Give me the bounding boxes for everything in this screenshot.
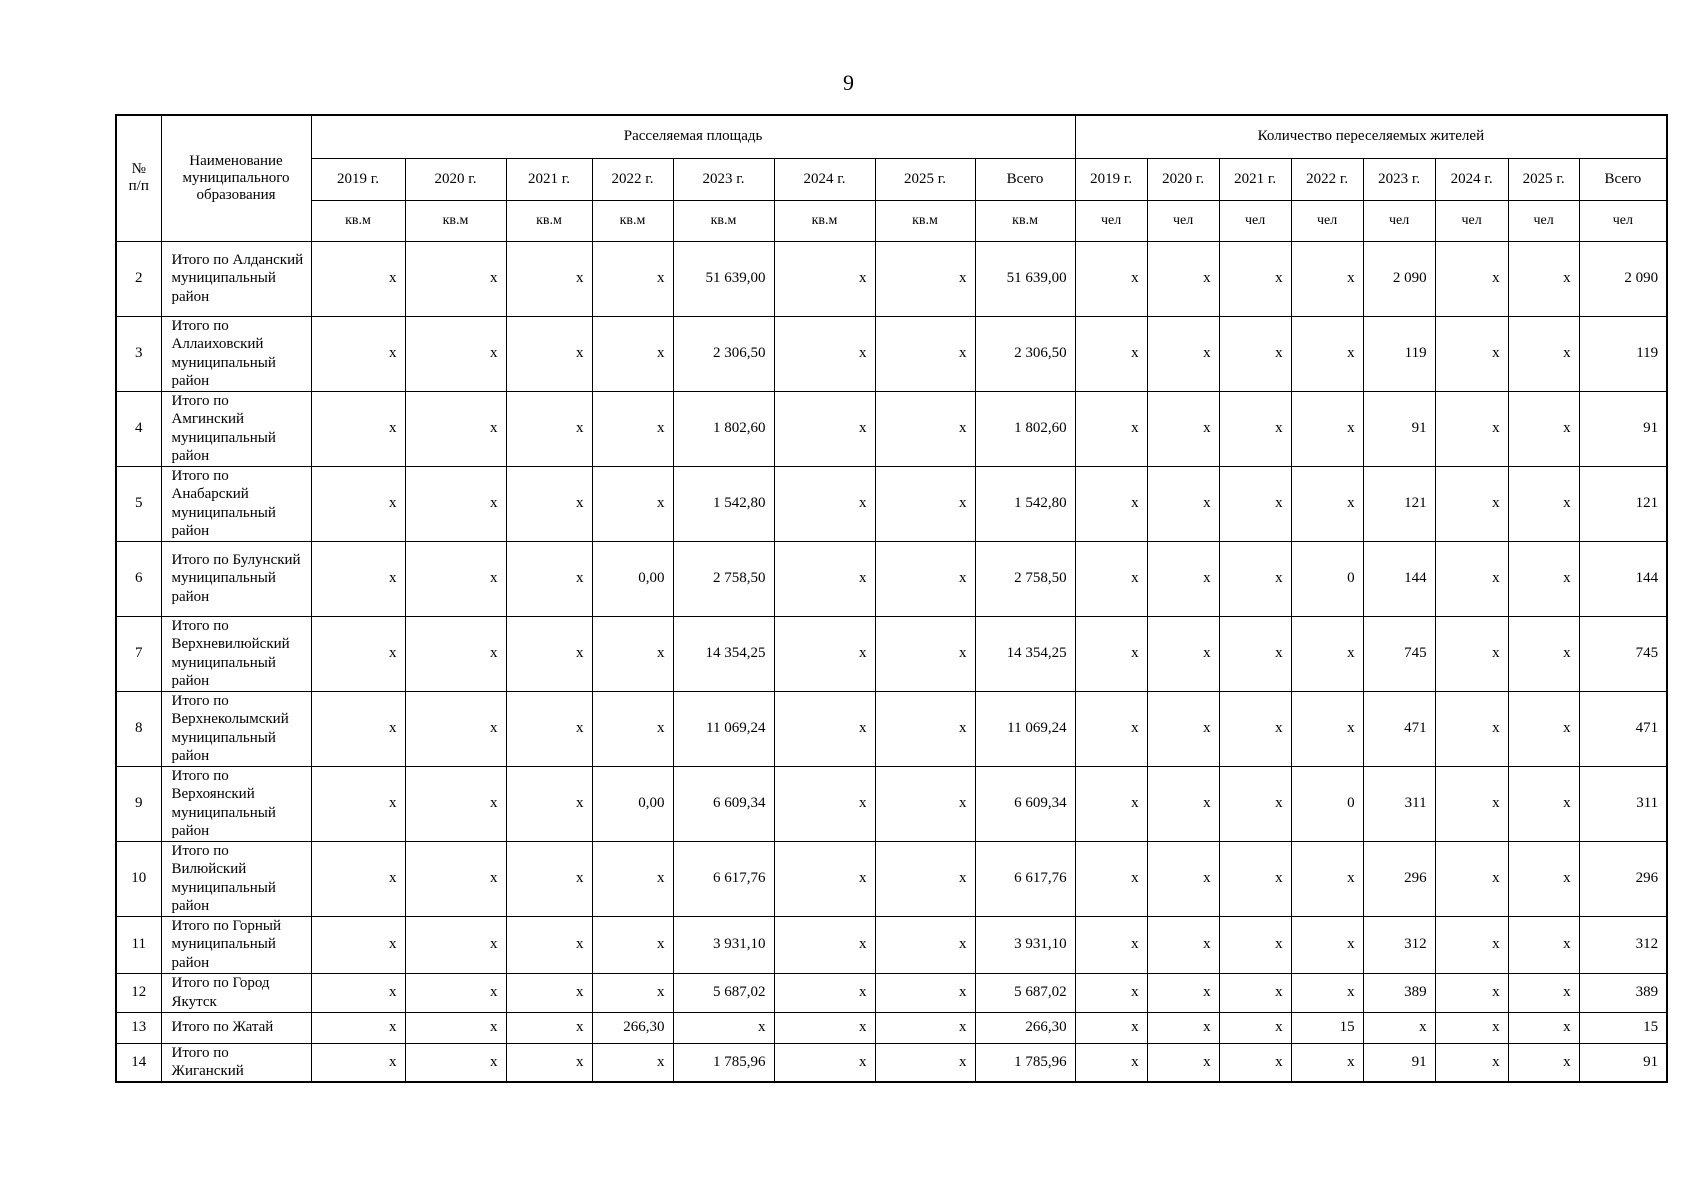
cell-people: x [1147, 391, 1219, 466]
header-year-people: 2024 г. [1435, 158, 1508, 200]
cell-area: x [506, 841, 592, 916]
cell-people: x [1219, 691, 1291, 766]
cell-people: x [1219, 1043, 1291, 1082]
cell-people: x [1075, 541, 1147, 616]
header-name: Наименование муниципального образования [161, 115, 311, 241]
cell-people: 119 [1579, 316, 1667, 391]
cell-area: x [506, 466, 592, 541]
row-municipality-name: Итого по Амгинский муниципальный район [161, 391, 311, 466]
row-municipality-name: Итого по Булунский муниципальный район [161, 541, 311, 616]
cell-area: x [506, 1012, 592, 1043]
cell-area: x [506, 391, 592, 466]
cell-people: 2 090 [1363, 241, 1435, 316]
cell-area: 14 354,25 [673, 616, 774, 691]
cell-people: 91 [1363, 391, 1435, 466]
cell-area: x [311, 691, 405, 766]
resettlement-table [115, 114, 1668, 1083]
cell-people: x [1435, 973, 1508, 1012]
cell-area: x [405, 466, 506, 541]
cell-people: 144 [1579, 541, 1667, 616]
cell-area: 6 617,76 [673, 841, 774, 916]
cell-area: x [875, 616, 975, 691]
cell-area: x [875, 1012, 975, 1043]
cell-area: 1 785,96 [975, 1043, 1075, 1082]
header-unit-people: чел [1579, 200, 1667, 241]
cell-people: 91 [1363, 1043, 1435, 1082]
cell-area: 51 639,00 [673, 241, 774, 316]
cell-area: 0,00 [592, 541, 673, 616]
cell-people: x [1435, 1043, 1508, 1082]
cell-people: x [1147, 916, 1219, 973]
row-municipality-name: Итого по Верхневилюйский муниципальный район [161, 616, 311, 691]
cell-area: x [875, 241, 975, 316]
cell-people: 389 [1579, 973, 1667, 1012]
cell-people: x [1435, 1012, 1508, 1043]
cell-area: x [506, 766, 592, 841]
header-people-group: Количество переселяемых жителей [1075, 115, 1667, 158]
cell-area: x [774, 466, 875, 541]
cell-area: 2 758,50 [975, 541, 1075, 616]
header-unit-people: чел [1508, 200, 1579, 241]
cell-people: x [1075, 691, 1147, 766]
cell-people: x [1219, 466, 1291, 541]
cell-area: x [405, 691, 506, 766]
cell-area: 266,30 [592, 1012, 673, 1043]
row-municipality-name: Итого по Алданский муниципальный район [161, 241, 311, 316]
row-municipality-name: Итого по Горный муниципальный район [161, 916, 311, 973]
cell-people: x [1219, 316, 1291, 391]
cell-area: 2 306,50 [673, 316, 774, 391]
cell-area: x [774, 973, 875, 1012]
cell-people: 91 [1579, 1043, 1667, 1082]
cell-people: x [1291, 841, 1363, 916]
cell-area: 6 609,34 [975, 766, 1075, 841]
row-municipality-name: Итого по Анабарский муниципальный район [161, 466, 311, 541]
cell-people: 296 [1579, 841, 1667, 916]
cell-people: x [1147, 841, 1219, 916]
cell-area: x [592, 1043, 673, 1082]
cell-people: x [1219, 616, 1291, 691]
header-unit-people: чел [1075, 200, 1147, 241]
table-row [116, 1012, 1667, 1043]
header-year-area: Всего [975, 158, 1075, 200]
header-year-area: 2025 г. [875, 158, 975, 200]
header-unit-area: кв.м [774, 200, 875, 241]
cell-people: x [1508, 841, 1579, 916]
header-unit-area: кв.м [673, 200, 774, 241]
cell-people: x [1075, 616, 1147, 691]
cell-people: x [1508, 541, 1579, 616]
cell-area: x [875, 466, 975, 541]
cell-area: x [506, 691, 592, 766]
cell-area: x [875, 973, 975, 1012]
row-number: 5 [116, 466, 161, 541]
cell-people: x [1075, 1043, 1147, 1082]
cell-people: x [1147, 691, 1219, 766]
header-unit-people: чел [1435, 200, 1508, 241]
cell-area: 5 687,02 [975, 973, 1075, 1012]
cell-area: x [774, 841, 875, 916]
cell-area: x [875, 916, 975, 973]
table-row [116, 466, 1667, 541]
cell-people: x [1435, 766, 1508, 841]
row-municipality-name: Итого по Верхнеколымский муниципальный район [161, 691, 311, 766]
cell-area: x [592, 973, 673, 1012]
header-num: № п/п [116, 115, 161, 241]
cell-people: 471 [1363, 691, 1435, 766]
cell-people: x [1147, 1012, 1219, 1043]
cell-people: x [1291, 391, 1363, 466]
cell-area: 6 617,76 [975, 841, 1075, 916]
cell-people: x [1075, 391, 1147, 466]
cell-area: x [875, 316, 975, 391]
row-municipality-name: Итого по Жиганский [161, 1043, 311, 1082]
cell-area: x [311, 241, 405, 316]
table-row [116, 541, 1667, 616]
cell-people: 0 [1291, 541, 1363, 616]
cell-people: x [1508, 466, 1579, 541]
cell-people: x [1219, 241, 1291, 316]
cell-people: x [1219, 541, 1291, 616]
table-row [116, 616, 1667, 691]
cell-people: x [1219, 391, 1291, 466]
cell-area: x [405, 973, 506, 1012]
cell-area: x [774, 1012, 875, 1043]
cell-area: x [506, 241, 592, 316]
cell-people: x [1075, 841, 1147, 916]
row-number: 13 [116, 1012, 161, 1043]
cell-people: x [1291, 916, 1363, 973]
cell-people: x [1435, 541, 1508, 616]
header-unit-people: чел [1147, 200, 1219, 241]
cell-people: x [1435, 391, 1508, 466]
cell-area: x [311, 973, 405, 1012]
cell-people: x [1363, 1012, 1435, 1043]
cell-area: x [405, 541, 506, 616]
cell-area: x [311, 391, 405, 466]
cell-area: x [774, 241, 875, 316]
cell-people: 471 [1579, 691, 1667, 766]
cell-area: x [774, 916, 875, 973]
cell-area: x [311, 616, 405, 691]
header-unit-area: кв.м [592, 200, 673, 241]
row-number: 10 [116, 841, 161, 916]
row-municipality-name: Итого по Аллаиховский муниципальный район [161, 316, 311, 391]
cell-people: x [1508, 691, 1579, 766]
cell-area: 1 542,80 [673, 466, 774, 541]
cell-people: x [1291, 973, 1363, 1012]
cell-people: x [1435, 691, 1508, 766]
cell-area: x [592, 841, 673, 916]
cell-people: x [1508, 1012, 1579, 1043]
cell-people: 0 [1291, 766, 1363, 841]
cell-area: 2 306,50 [975, 316, 1075, 391]
cell-people: x [1219, 916, 1291, 973]
row-number: 14 [116, 1043, 161, 1082]
cell-area: x [774, 691, 875, 766]
cell-area: x [311, 916, 405, 973]
row-municipality-name: Итого по Жатай [161, 1012, 311, 1043]
row-number: 3 [116, 316, 161, 391]
cell-area: x [405, 1012, 506, 1043]
header-year-area: 2024 г. [774, 158, 875, 200]
cell-people: 296 [1363, 841, 1435, 916]
cell-people: x [1075, 466, 1147, 541]
cell-people: x [1147, 316, 1219, 391]
header-year-area: 2019 г. [311, 158, 405, 200]
cell-people: x [1291, 241, 1363, 316]
cell-people: x [1508, 241, 1579, 316]
cell-area: x [405, 241, 506, 316]
cell-area: 3 931,10 [673, 916, 774, 973]
cell-people: 2 090 [1579, 241, 1667, 316]
row-number: 4 [116, 391, 161, 466]
cell-people: 312 [1363, 916, 1435, 973]
cell-area: x [311, 841, 405, 916]
cell-area: 5 687,02 [673, 973, 774, 1012]
cell-area: x [592, 616, 673, 691]
header-year-people: 2022 г. [1291, 158, 1363, 200]
row-number: 8 [116, 691, 161, 766]
cell-people: x [1075, 766, 1147, 841]
cell-area: x [311, 1043, 405, 1082]
row-number: 2 [116, 241, 161, 316]
row-municipality-name: Итого по Город Якутск [161, 973, 311, 1012]
cell-area: 6 609,34 [673, 766, 774, 841]
header-year-people: 2023 г. [1363, 158, 1435, 200]
table-row [116, 691, 1667, 766]
cell-area: x [875, 841, 975, 916]
cell-people: x [1147, 466, 1219, 541]
header-year-people: 2025 г. [1508, 158, 1579, 200]
row-number: 9 [116, 766, 161, 841]
header-area-group: Расселяемая площадь [311, 115, 1075, 158]
header-year-people: 2020 г. [1147, 158, 1219, 200]
cell-people: x [1508, 616, 1579, 691]
table-row [116, 1043, 1667, 1082]
cell-people: x [1508, 1043, 1579, 1082]
cell-people: x [1219, 973, 1291, 1012]
row-number: 11 [116, 916, 161, 973]
cell-people: x [1075, 916, 1147, 973]
row-number: 12 [116, 973, 161, 1012]
cell-people: x [1147, 541, 1219, 616]
cell-area: 11 069,24 [673, 691, 774, 766]
table-row [116, 391, 1667, 466]
cell-area: 14 354,25 [975, 616, 1075, 691]
cell-area: x [311, 541, 405, 616]
cell-people: 121 [1579, 466, 1667, 541]
cell-people: x [1291, 691, 1363, 766]
cell-area: x [875, 766, 975, 841]
table-row [116, 316, 1667, 391]
table-row [116, 841, 1667, 916]
cell-area: x [774, 391, 875, 466]
table-row [116, 241, 1667, 316]
cell-area: x [774, 766, 875, 841]
cell-area: x [506, 616, 592, 691]
cell-area: x [506, 541, 592, 616]
cell-area: x [592, 691, 673, 766]
header-year-area: 2022 г. [592, 158, 673, 200]
cell-people: x [1435, 916, 1508, 973]
cell-people: x [1435, 316, 1508, 391]
cell-area: x [774, 541, 875, 616]
cell-people: x [1075, 973, 1147, 1012]
header-unit-area: кв.м [975, 200, 1075, 241]
cell-people: 91 [1579, 391, 1667, 466]
table-row [116, 916, 1667, 973]
cell-people: 15 [1291, 1012, 1363, 1043]
cell-people: x [1435, 841, 1508, 916]
cell-area: x [774, 316, 875, 391]
cell-area: x [405, 316, 506, 391]
cell-area: x [405, 766, 506, 841]
cell-people: x [1075, 1012, 1147, 1043]
cell-people: x [1435, 616, 1508, 691]
cell-area: x [405, 391, 506, 466]
header-unit-area: кв.м [506, 200, 592, 241]
cell-area: x [673, 1012, 774, 1043]
cell-area: 1 802,60 [673, 391, 774, 466]
cell-area: x [875, 391, 975, 466]
header-year-people: 2019 г. [1075, 158, 1147, 200]
cell-people: 389 [1363, 973, 1435, 1012]
cell-area: x [311, 766, 405, 841]
cell-people: 311 [1363, 766, 1435, 841]
cell-people: 119 [1363, 316, 1435, 391]
cell-area: x [405, 841, 506, 916]
table-row [116, 766, 1667, 841]
cell-people: x [1219, 1012, 1291, 1043]
page-number: 9 [843, 70, 854, 95]
cell-people: x [1508, 973, 1579, 1012]
header-year-area: 2021 г. [506, 158, 592, 200]
cell-area: 0,00 [592, 766, 673, 841]
header-year-area: 2023 г. [673, 158, 774, 200]
cell-people: 15 [1579, 1012, 1667, 1043]
cell-people: x [1219, 766, 1291, 841]
cell-area: x [506, 316, 592, 391]
header-unit-area: кв.м [311, 200, 405, 241]
cell-people: x [1291, 316, 1363, 391]
cell-people: x [1291, 1043, 1363, 1082]
cell-area: 1 802,60 [975, 391, 1075, 466]
cell-area: x [875, 541, 975, 616]
cell-people: x [1435, 241, 1508, 316]
cell-people: 745 [1363, 616, 1435, 691]
cell-area: x [592, 316, 673, 391]
cell-people: x [1147, 241, 1219, 316]
cell-area: x [311, 1012, 405, 1043]
cell-area: x [592, 916, 673, 973]
cell-people: x [1508, 916, 1579, 973]
header-year-people: Всего [1579, 158, 1667, 200]
cell-area: x [506, 916, 592, 973]
header-unit-people: чел [1291, 200, 1363, 241]
cell-people: 121 [1363, 466, 1435, 541]
cell-area: x [405, 916, 506, 973]
cell-people: x [1147, 1043, 1219, 1082]
row-municipality-name: Итого по Верхоянский муниципальный район [161, 766, 311, 841]
row-number: 7 [116, 616, 161, 691]
cell-people: x [1435, 466, 1508, 541]
cell-area: 2 758,50 [673, 541, 774, 616]
table-row [116, 973, 1667, 1012]
cell-area: x [592, 466, 673, 541]
cell-area: x [875, 1043, 975, 1082]
cell-people: 311 [1579, 766, 1667, 841]
cell-area: x [774, 616, 875, 691]
cell-area: x [506, 973, 592, 1012]
cell-area: x [311, 466, 405, 541]
cell-people: 312 [1579, 916, 1667, 973]
header-unit-people: чел [1363, 200, 1435, 241]
cell-area: x [405, 1043, 506, 1082]
cell-people: x [1508, 316, 1579, 391]
cell-people: x [1075, 316, 1147, 391]
cell-people: x [1147, 766, 1219, 841]
cell-area: x [592, 241, 673, 316]
cell-people: x [1147, 973, 1219, 1012]
header-year-people: 2021 г. [1219, 158, 1291, 200]
cell-people: x [1219, 841, 1291, 916]
cell-people: x [1508, 766, 1579, 841]
header-year-area: 2020 г. [405, 158, 506, 200]
row-municipality-name: Итого по Вилюйский муниципальный район [161, 841, 311, 916]
header-unit-people: чел [1219, 200, 1291, 241]
cell-area: x [506, 1043, 592, 1082]
cell-people: x [1508, 391, 1579, 466]
header-unit-area: кв.м [875, 200, 975, 241]
cell-people: 144 [1363, 541, 1435, 616]
row-number: 6 [116, 541, 161, 616]
cell-area: x [774, 1043, 875, 1082]
cell-area: 1 542,80 [975, 466, 1075, 541]
cell-people: x [1291, 616, 1363, 691]
cell-area: 51 639,00 [975, 241, 1075, 316]
header-unit-area: кв.м [405, 200, 506, 241]
cell-area: 3 931,10 [975, 916, 1075, 973]
cell-area: x [875, 691, 975, 766]
cell-area: x [311, 316, 405, 391]
cell-area: x [592, 391, 673, 466]
cell-area: 11 069,24 [975, 691, 1075, 766]
cell-area: 266,30 [975, 1012, 1075, 1043]
cell-area: 1 785,96 [673, 1043, 774, 1082]
cell-people: 745 [1579, 616, 1667, 691]
cell-people: x [1291, 466, 1363, 541]
cell-people: x [1147, 616, 1219, 691]
cell-people: x [1075, 241, 1147, 316]
cell-area: x [405, 616, 506, 691]
